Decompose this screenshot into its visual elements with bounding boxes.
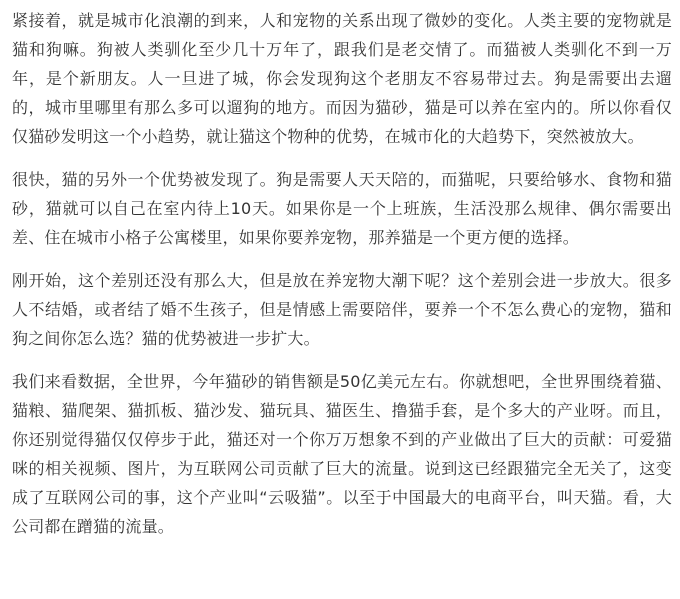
paragraph-market-data: 我们来看数据，全世界，今年猫砂的销售额是50亿美元左右。你就想吧，全世界围绕着猫、猫粮、猫爬架、猫抓板、猫沙发、猫玩具、猫医生、撸猫手套，是个多大的产业呀。而且，你还别觉得猫仅仅停步于此，猫还对一个你万万想象不到的产业做出了巨大的贡献：可爱猫咪的相关视频、图片，为互联网公司贡献了巨大的流量。说到这已经跟猫完全无关了，这变成了互联网公司的事，这个产业叫“云吸猫”。以至于中国最大的电商平台，叫天猫。看，大公司都在蹭猫的流量。	[12, 372, 672, 536]
paragraph-cat-advantage: 很快，猫的另外一个优势被发现了。狗是需要人天天陪的，而猫呢，只要给够水、食物和猫砂，猫就可以自己在室内待上10天。如果你是一个上班族，生活没那么规律、偶尔需要出差、住在城市小格子公寓楼里，如果你要养宠物，那养猫是一个更方便的选择。	[12, 170, 672, 247]
paragraph-urbanization: 紧接着，就是城市化浪潮的到来，人和宠物的关系出现了微妙的变化。人类主要的宠物就是猫和狗嘛。狗被人类驯化至少几十万年了，跟我们是老交情了。而猫被人类驯化不到一万年，是个新朋友。人一旦进了城，你会发现狗这个老朋友不容易带过去。狗是需要出去遛的，城市里哪里有那么多可以遛狗的地方。而因为猫砂，猫是可以养在室内的。所以你看仅仅猫砂发明这一个小趋势，就让猫这个物种的优势，在城市化的大趋势下，突然被放大。	[12, 11, 672, 146]
paragraph-pet-trend: 刚开始，这个差别还没有那么大，但是放在养宠物大潮下呢？这个差别会进一步放大。很多人不结婚，或者结了婚不生孩子，但是情感上需要陪伴，要养一个不怎么费心的宠物，猫和狗之间你怎么选？猫的优势被进一步扩大。	[12, 271, 672, 348]
